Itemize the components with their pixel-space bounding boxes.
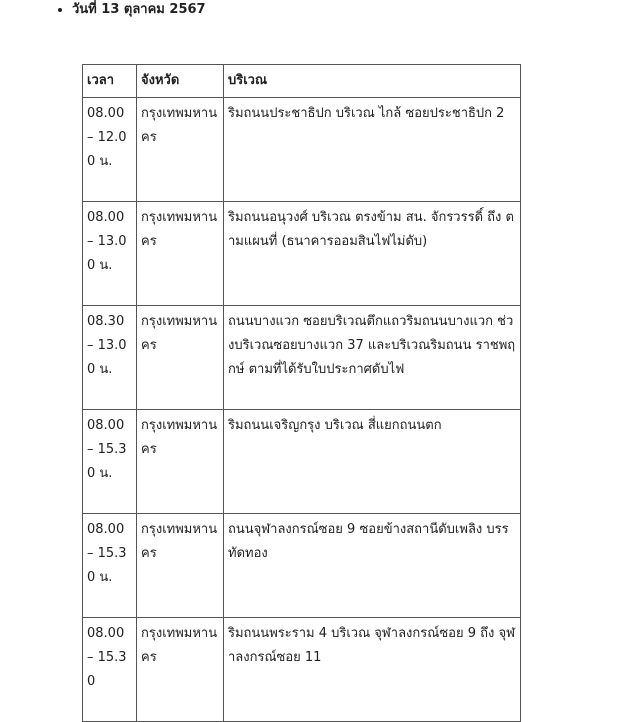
area-cell: ถนนจุฬาลงกรณ์ซอย 9 ซอยข้างสถานีดับเพลิง บรรทัดทอง [224,514,521,618]
table-row [83,618,521,722]
area-cell: ริมถนนประชาธิปก บริเวณ ไกล้ ซอยประชาธิปก 2 [224,98,521,202]
province-cell: กรุงเทพมหานคร [137,202,224,306]
area-cell: ริมถนนเจริญกรุง บริเวณ สี่แยกถนนตก [224,410,521,514]
area-cell: ถนนบางแวก ซอยบริเวณตึกแถวริมถนนบางแวก ช่วงบริเวณซอยบางแวก 37 และบริเวณริมถนน ราชพฤกษ์ ตามที่ได้รับใบประกาศดับไฟ [224,306,521,410]
province-cell: กรุงเทพมหานคร [137,306,224,410]
column-header-time: เวลา [83,65,137,98]
time-cell: 08.00 – 13.00 น. [83,202,137,306]
province-cell: กรุงเทพมหานคร [137,410,224,514]
province-cell: กรุงเทพมหานคร [137,514,224,618]
table-row [83,202,521,306]
column-header-province: จังหวัด [137,65,224,98]
power-outage-schedule-table [82,64,521,722]
province-cell: กรุงเทพมหานคร [137,98,224,202]
time-cell: 08.00 – 15.30 [83,618,137,722]
time-cell: 08.00 – 12.00 น. [83,98,137,202]
time-cell: 08.00 – 15.30 น. [83,514,137,618]
province-cell: กรุงเทพมหานคร [137,618,224,722]
time-cell: 08.00 – 15.30 น. [83,410,137,514]
area-cell: ริมถนนพระราม 4 บริเวณ จุฬาลงกรณ์ซอย 9 ถึง จุฬาลงกรณ์ซอย 11 [224,618,521,722]
date-bullet: • วันที่ 13 ตุลาคม 2567 [72,0,206,20]
time-cell: 08.30 – 13.00 น. [83,306,137,410]
column-header-area: บริเวณ [224,65,521,98]
table-row [83,514,521,618]
date-list [52,0,206,20]
table-row [83,98,521,202]
table-row [83,410,521,514]
table-row [83,306,521,410]
table-header-row [83,65,521,98]
area-cell: ริมถนนอนุวงศ์ บริเวณ ตรงข้าม สน. จักรวรรดิ์ ถึง ตามแผนที่ (ธนาคารออมสินไฟไม่ดับ) [224,202,521,306]
